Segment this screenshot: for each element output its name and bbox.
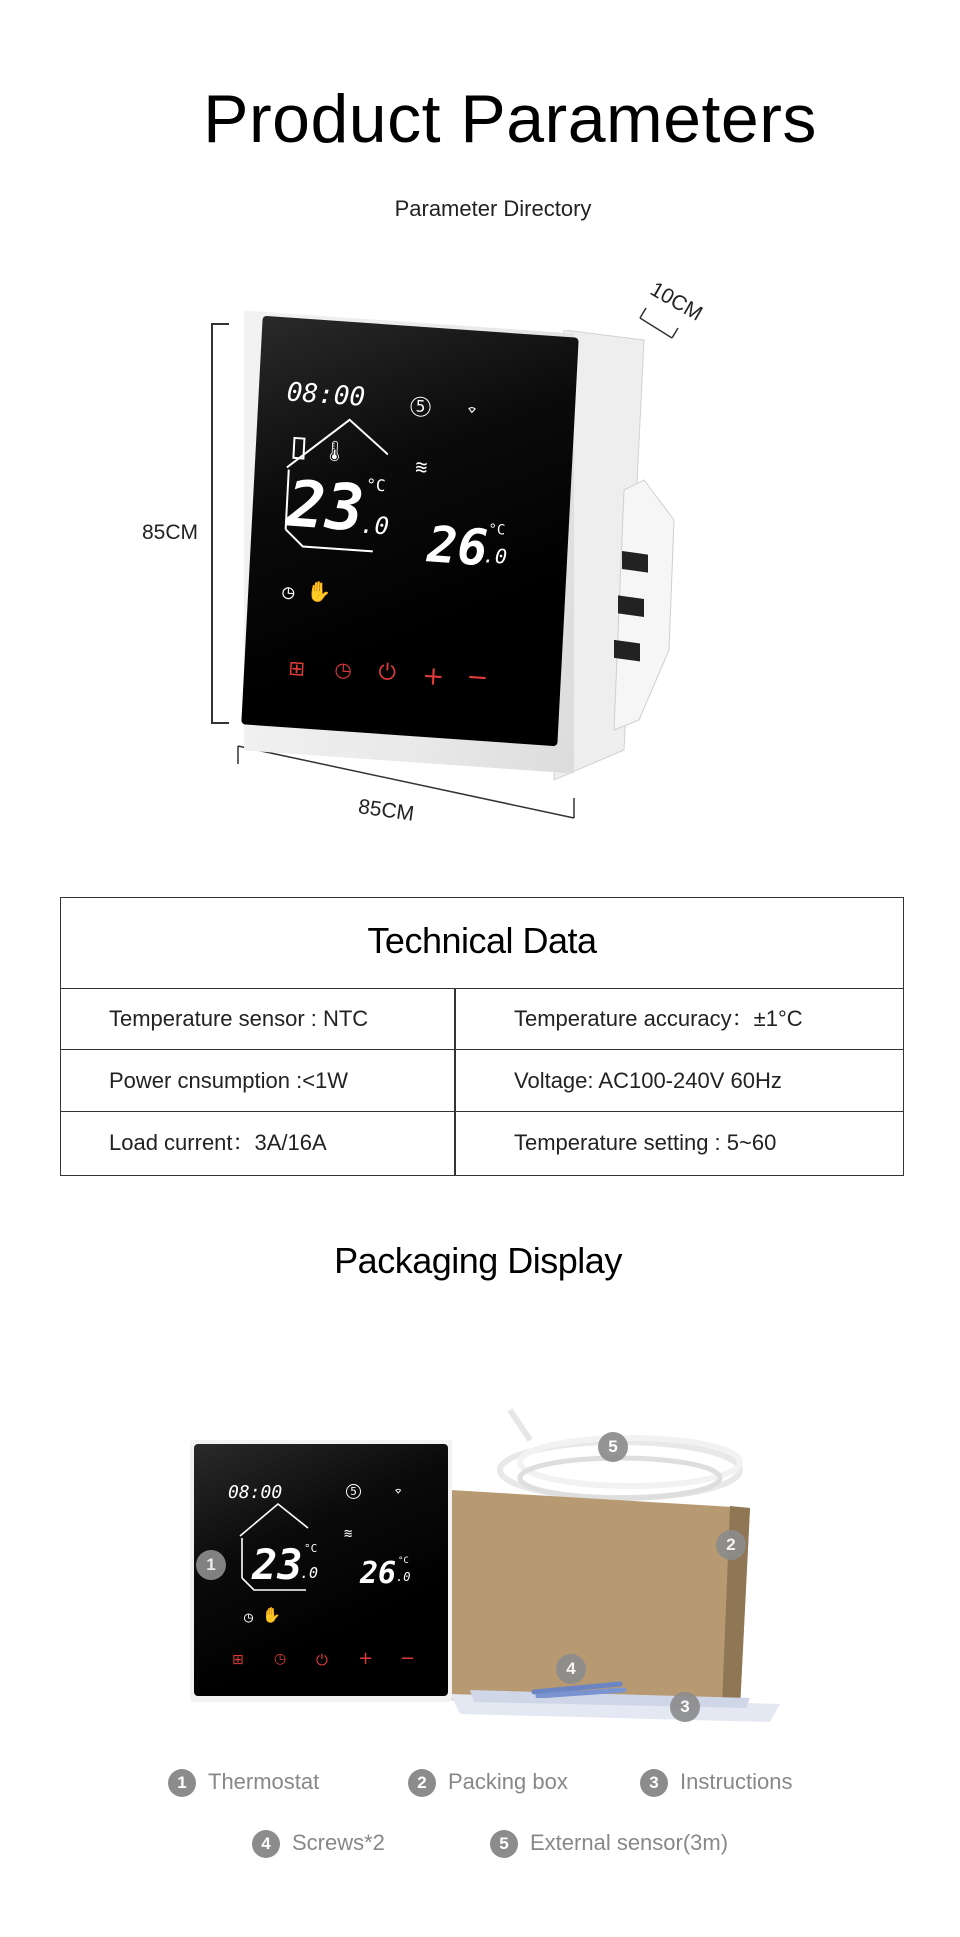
depth-dimension-label: 10CM	[646, 277, 707, 326]
set-temperature-decimal: .0	[396, 1570, 411, 1584]
table-cell: Temperature sensor : NTC	[109, 1006, 369, 1031]
set-temperature-unit: °C	[487, 521, 506, 539]
height-dimension-label: 85CM	[142, 521, 199, 544]
set-temperature-decimal: .0	[482, 543, 508, 569]
menu-touch-button[interactable]: ⊞	[232, 1652, 244, 1668]
heating-icon: ≋	[414, 454, 429, 480]
table-row	[61, 1112, 903, 1173]
height-dimension-line	[211, 323, 213, 723]
legend-number-badge: 3	[640, 1769, 668, 1797]
clock-display: 08:00	[286, 377, 366, 413]
packaged-thermostat-screen	[194, 1444, 448, 1696]
legend-number-badge: 4	[252, 1830, 280, 1858]
legend-item-packing-box	[408, 1767, 568, 1797]
minus-touch-button[interactable]: −	[465, 662, 490, 694]
table-cell: Temperature setting : 5~60	[514, 1130, 777, 1155]
legend-number-badge: 5	[490, 1830, 518, 1858]
packaged-thermostat	[190, 1440, 452, 1702]
page-subtitle: Parameter Directory	[394, 196, 592, 221]
indoor-temperature-unit: °C	[304, 1542, 318, 1555]
wifi-icon: ⌔	[394, 1484, 403, 1500]
indoor-temperature: 23	[252, 1540, 303, 1589]
hand-icon: ✋	[305, 578, 333, 605]
packaging-title: Packaging Display	[334, 1240, 622, 1281]
clock-icon: ◷	[244, 1608, 254, 1626]
indoor-temperature: 23	[285, 467, 366, 547]
schedule-touch-button[interactable]: ◷	[274, 1651, 287, 1667]
indoor-temperature-decimal: .0	[359, 510, 390, 541]
plus-touch-button[interactable]: +	[421, 660, 446, 693]
table-row	[61, 988, 903, 1050]
thermostat-screen	[241, 316, 578, 747]
heating-icon: ≋	[344, 1526, 353, 1542]
indoor-temperature-decimal: .0	[300, 1564, 319, 1582]
legend-item-thermostat	[168, 1767, 319, 1797]
legend-label: Packing box	[448, 1769, 568, 1794]
legend-label: Screws*2	[292, 1830, 385, 1855]
height-dimension-tick-bottom	[211, 722, 229, 724]
table-row	[61, 1050, 903, 1112]
page-title: Product Parameters	[203, 81, 817, 157]
marker-external-sensor: 5	[598, 1432, 628, 1462]
technical-data-title: Technical Data	[61, 898, 903, 989]
thermostat-product-image	[244, 322, 684, 782]
legend-label: External sensor(3m)	[530, 1830, 729, 1855]
technical-data-table	[60, 897, 904, 1176]
legend-item-screws	[252, 1828, 385, 1858]
set-temperature-unit: °C	[398, 1556, 409, 1566]
table-cell: Power cnsumption :<1W	[109, 1068, 349, 1093]
set-temperature: 26	[360, 1556, 397, 1591]
marker-screws: 4	[556, 1654, 586, 1684]
packaging-product-image	[190, 1400, 800, 1740]
plus-touch-button[interactable]: +	[358, 1648, 374, 1669]
legend-number-badge: 2	[408, 1769, 436, 1797]
legend-item-instructions	[640, 1767, 793, 1797]
minus-touch-button[interactable]: −	[400, 1648, 416, 1669]
power-touch-button[interactable]: ⏻	[316, 1651, 328, 1669]
width-dimension-label: 85CM	[356, 795, 416, 826]
mode-number-icon: 5	[346, 1484, 361, 1499]
hand-icon: ✋	[262, 1606, 281, 1624]
marker-thermostat: 1	[196, 1550, 226, 1580]
packing-box	[440, 1490, 770, 1710]
power-touch-button[interactable]: ⏻	[377, 659, 397, 686]
marker-instructions: 3	[670, 1692, 700, 1722]
legend-number-badge: 1	[168, 1769, 196, 1797]
legend-label: Instructions	[680, 1769, 793, 1794]
clock-icon: ◷	[281, 579, 296, 604]
table-cell: Voltage: AC100-240V 60Hz	[514, 1068, 782, 1093]
menu-touch-button[interactable]: ⊞	[287, 655, 306, 681]
wifi-icon: ⌔	[465, 399, 478, 422]
set-temperature: 26	[425, 515, 490, 578]
mode-number-icon: 5	[410, 396, 431, 417]
thermometer-icon: 🌡	[321, 437, 348, 464]
legend-label: Thermostat	[208, 1769, 320, 1794]
schedule-touch-button[interactable]: ◷	[333, 656, 353, 682]
legend-item-external-sensor	[490, 1828, 728, 1858]
clock-display: 08:00	[228, 1482, 283, 1503]
indoor-temperature-unit: °C	[365, 474, 387, 496]
table-cell: Temperature accuracy：±1°C	[514, 1006, 803, 1031]
table-cell: Load current：3A/16A	[109, 1130, 327, 1155]
height-dimension-tick-top	[211, 323, 229, 325]
marker-packing-box: 2	[716, 1530, 746, 1560]
